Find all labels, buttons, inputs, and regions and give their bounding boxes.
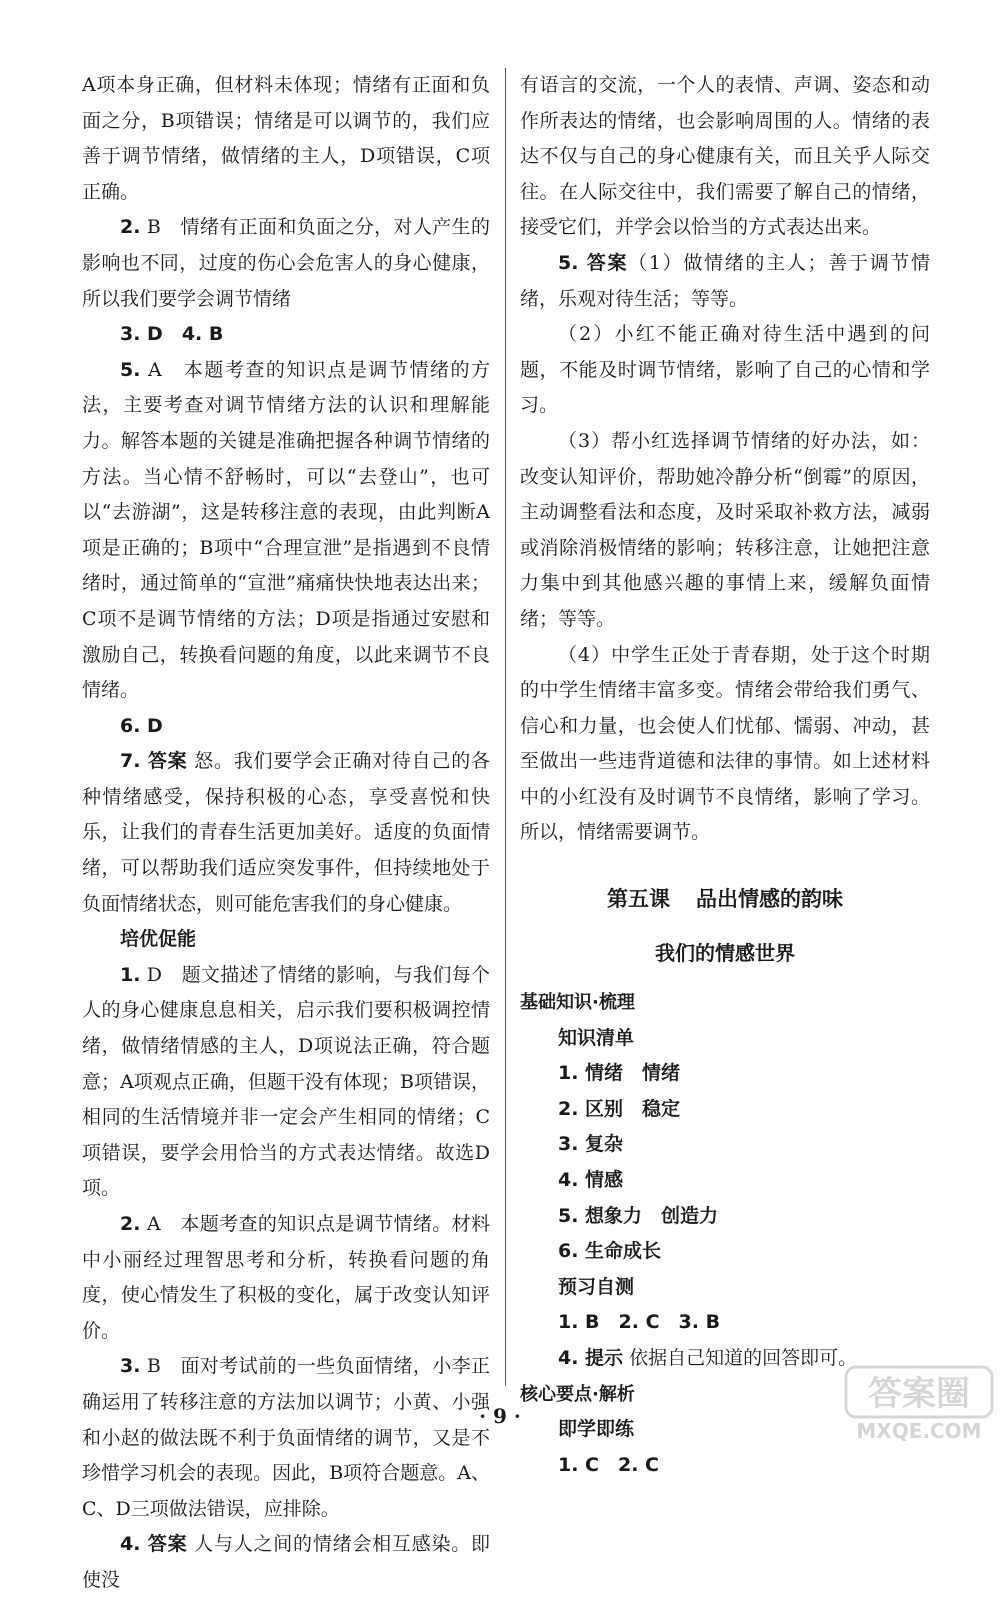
- subheading-preview-test: 预习自测: [558, 1275, 635, 1298]
- answer-text: 依据自己知道的回答即可。: [623, 1347, 858, 1369]
- answer-text: D 题文描述了情绪的影响，与我们每个人的身心健康息息相关，启示我们要积极调控情绪，做情绪情感的主人，D项说法正确，符合题意；A项观点正确，但题干没有体现；B项错误，相同的生活情境并非一定会产生相同的情绪；C项错误，要学会用恰当的方式表达情绪。故选D项。: [82, 963, 490, 1200]
- answer-3-4: [82, 317, 490, 353]
- answer-text: 人与人之间的情绪会相互感染。即使没: [82, 1533, 490, 1591]
- subheading-knowledge-list: 知识清单: [558, 1026, 635, 1049]
- answer-number: 1.: [120, 963, 141, 986]
- answer-5: [82, 353, 490, 709]
- answer-2: [82, 210, 490, 317]
- answer-7: [82, 744, 490, 922]
- answer-b2: [82, 1207, 490, 1349]
- watermark-logo-icon: [844, 1365, 994, 1443]
- answer-text: A 本题考查的知识点是调节情绪。材料中小丽经过理智思考和分析，转换看问题的角度，使心情发生了积极的变化，属于改变认知评价。: [82, 1213, 490, 1342]
- answer-number: 3.: [120, 1355, 141, 1378]
- answer-text: A 本题考查的知识点是调节情绪的方法，主要考查对调节情绪方法的认识和理解能力。解答本题的关键是准确把握各种调节情绪的方法。当心情不舒畅时，可以“去登山”，也可以“去游湖”，这是转移注意的表现，由此判断A项是正确的；B项中“合理宣泄”是指遇到不良情绪时，通过简单的“宣泄”痛痛快快地表达出来；C项不是调节情绪的方法；D项是指通过安慰和激励自己，转换看问题的角度，以此来调节不良情绪。: [82, 358, 490, 702]
- answer-5-part2: （2）小红不能正确对待生活中遇到的问题，不能及时调节情绪，影响了自己的心情和学习。: [520, 323, 930, 417]
- lesson-heading: [520, 881, 930, 917]
- list-item: 4. 情感: [558, 1169, 624, 1192]
- answer-number: 5.: [120, 358, 141, 381]
- answer-label: 5. 答案: [558, 251, 629, 274]
- column-divider: [505, 68, 506, 1386]
- list-item: 1. B 2. C 3. B: [558, 1311, 721, 1334]
- paragraph-continuation: A项本身正确，但材料未体现；情绪有正面和负面之分，B项错误；情绪是可以调节的，我们应善于调节情绪，做情绪的主人，D项错误，C项正确。: [82, 74, 490, 203]
- paragraph-continuation: 有语言的交流，一个人的表情、声调、姿态和动作所表达的情绪，也会影响周围的人。情绪的表达不仅与自己的身心健康有关，而且关乎人际交往。在人际交往中，我们需要了解自己的情绪，接受它们，并学会以恰当的方式表达出来。: [520, 74, 930, 239]
- section-basics: 基础知识·梳理: [520, 992, 635, 1014]
- subheading-peiyou: 培优促能: [120, 928, 197, 951]
- list-item: 5. 想象力 创造力: [558, 1204, 719, 1227]
- page-number: · 9 ·: [479, 1404, 521, 1428]
- answer-text: B 情绪有正面和负面之分，对人产生的影响也不同，过度的伤心会危害人的身心健康，所以我们要学会调节情绪: [82, 216, 490, 310]
- answer-number: 2.: [120, 216, 141, 239]
- lesson-title: 品出情感的韵味: [696, 887, 843, 912]
- subheading-practice: 即学即练: [558, 1418, 635, 1441]
- watermark-text: 答案圈: [868, 1374, 970, 1414]
- answer-text: 6. D: [120, 714, 163, 737]
- answer-b3: [82, 1349, 490, 1527]
- answer-5-part1: [520, 246, 930, 317]
- list-item: 1. 情绪 情绪: [558, 1062, 681, 1085]
- section-core-points: 核心要点·解析: [520, 1383, 635, 1405]
- list-item: 3. 复杂: [558, 1133, 624, 1156]
- answer-label: 4. 提示: [558, 1347, 624, 1369]
- answer-5-part3: （3）帮小红选择调节情绪的好办法，如：改变认知评价，帮助她冷静分析“倒霉”的原因，主动调整看法和态度，及时采取补救方法，减弱或消除消极情绪的影响；转移注意，让她把注意力集中到其他感兴趣的事情上来，缓解负面情绪；等等。: [520, 429, 930, 630]
- watermark-url: MXQE.COM: [856, 1419, 982, 1443]
- answer-text: （1）做情绪的主人；善于调节情绪，乐观对待生活；等等。: [520, 251, 930, 310]
- answer-b4: [82, 1527, 490, 1598]
- answer-6: [82, 709, 490, 745]
- list-item: 1. C 2. C: [558, 1453, 659, 1476]
- answer-b1: [82, 958, 490, 1207]
- answer-label: 4. 答案: [120, 1533, 188, 1556]
- list-item: 6. 生命成长: [558, 1240, 662, 1263]
- topic-heading: 我们的情感世界: [655, 941, 795, 966]
- right-column: [520, 68, 930, 1483]
- answer-5-part4: （4）中学生正处于青春期，处于这个时期的中学生情绪丰富多变。情绪会带给我们勇气、信心和力量，也会使人们忧郁、懦弱、冲动，甚至做出一些违背道德和法律的事情。如上述材料中的小红没有及时调节不良情绪，影响了学习。所以，情绪需要调节。: [520, 643, 930, 844]
- answer-label: 7. 答案: [120, 750, 188, 773]
- answer-text: B 面对考试前的一些负面情绪，小李正确运用了转移注意的方法加以调节；小黄、小强和小赵的做法既不利于负面情绪的调节，又是不珍惜学习机会的表现。因此，B项符合题意。A、C、D三项做法错误，应排除。: [82, 1355, 490, 1520]
- answer-number: 2.: [120, 1213, 141, 1235]
- lesson-number: 第五课: [607, 887, 670, 912]
- left-column: [82, 68, 490, 1599]
- list-item: 2. 区别 稳定: [558, 1097, 681, 1120]
- answer-text: 3. D 4. B: [120, 323, 224, 346]
- answer-text: 怒。我们要学会正确对待自己的各种情绪感受，保持积极的心态，享受喜悦和快乐，让我们的青春生活更加美好。适度的负面情绪，可以帮助我们适应突发事件，但持续地处于负面情绪状态，则可能危害我们的身心健康。: [82, 750, 490, 915]
